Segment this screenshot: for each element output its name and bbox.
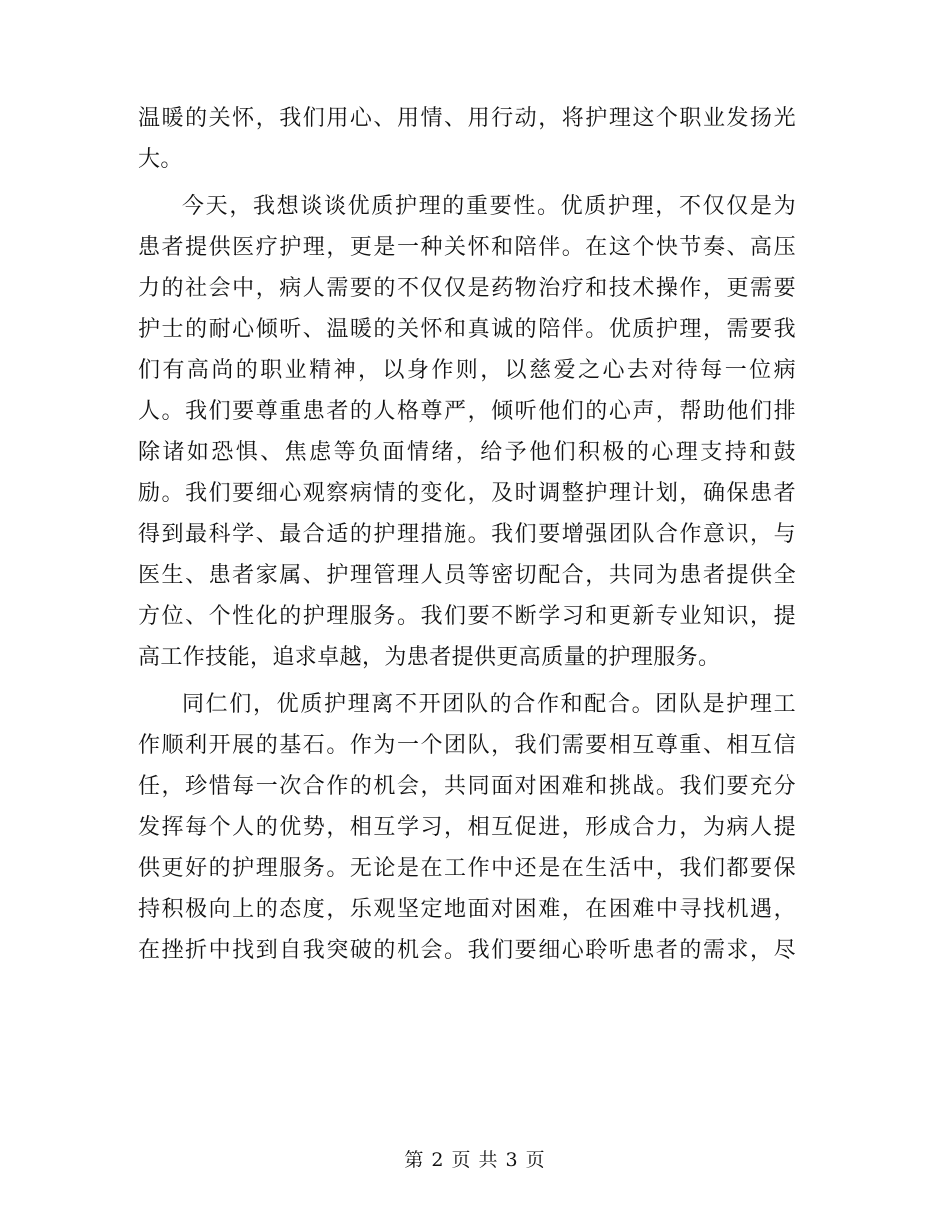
text-line: 供更好的护理服务。无论是在工作中还是在生活中，我们都要保 — [138, 856, 796, 881]
text-line: 作顺利开展的基石。作为一个团队，我们需要相互尊重、相互信 — [138, 733, 796, 758]
document-body — [138, 98, 796, 971]
text-line: 大。 — [138, 147, 183, 172]
text-line: 励。我们要细心观察病情的变化，及时调整护理计划，确保患者 — [138, 481, 796, 506]
text-line: 高工作技能，追求卓越，为患者提供更高质量的护理服务。 — [138, 645, 721, 670]
text-line: 持积极向上的态度，乐观坚定地面对困难，在困难中寻找机遇， — [138, 897, 796, 922]
text-line: 患者提供医疗护理，更是一种关怀和陪伴。在这个快节奏、高压 — [138, 235, 796, 260]
text-line: 今天，我想谈谈优质护理的重要性。优质护理，不仅仅是为 — [182, 194, 796, 219]
page-number-footer: 第 2 页 共 3 页 — [404, 1149, 546, 1171]
text-line: 任，珍惜每一次合作的机会，共同面对困难和挑战。我们要充分 — [138, 774, 796, 799]
text-line: 方位、个性化的护理服务。我们要不断学习和更新专业知识，提 — [138, 604, 796, 629]
text-line: 力的社会中，病人需要的不仅仅是药物治疗和技术操作，更需要 — [138, 276, 796, 301]
text-line: 们有高尚的职业精神，以身作则，以慈爱之心去对待每一位病 — [138, 358, 796, 383]
text-line: 发挥每个人的优势，相互学习，相互促进，形成合力，为病人提 — [138, 815, 796, 840]
text-line: 医生、患者家属、护理管理人员等密切配合，共同为患者提供全 — [138, 563, 796, 588]
text-line: 人。我们要尊重患者的人格尊严，倾听他们的心声，帮助他们排 — [138, 399, 796, 424]
text-line: 护士的耐心倾听、温暖的关怀和真诚的陪伴。优质护理，需要我 — [138, 317, 796, 342]
text-line: 温暖的关怀，我们用心、用情、用行动，将护理这个职业发扬光 — [138, 106, 796, 131]
text-line: 同仁们，优质护理离不开团队的合作和配合。团队是护理工 — [182, 692, 796, 717]
text-line: 得到最科学、最合适的护理措施。我们要增强团队合作意识，与 — [138, 522, 796, 547]
text-line: 除诸如恐惧、焦虑等负面情绪，给予他们积极的心理支持和鼓 — [138, 440, 796, 465]
text-line: 在挫折中找到自我突破的机会。我们要细心聆听患者的需求，尽 — [138, 938, 796, 963]
